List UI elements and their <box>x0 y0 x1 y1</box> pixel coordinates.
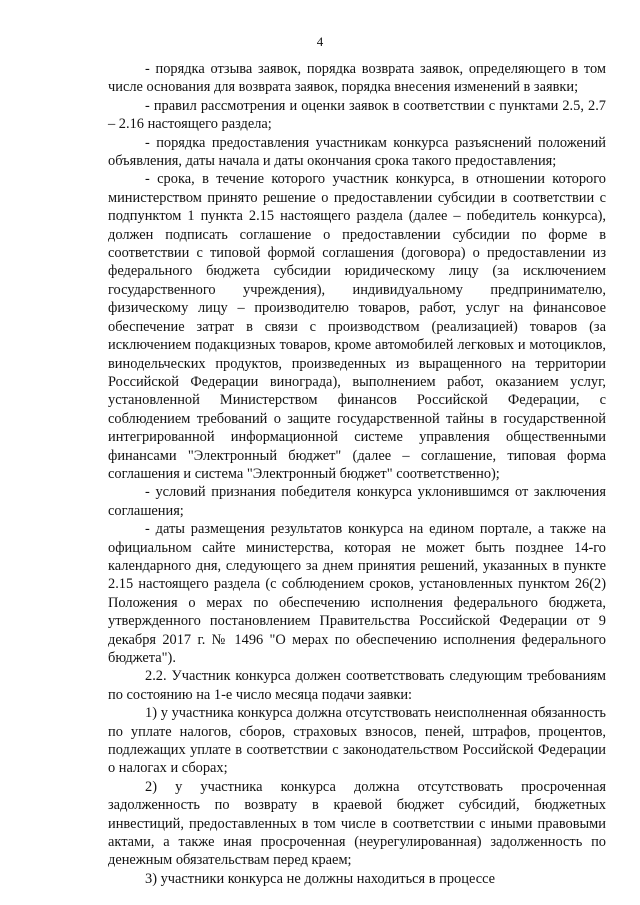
document-body <box>108 60 606 888</box>
paragraph-clarifications-order: - порядка предоставления участникам конкурса разъяснений положений объявления, даты начала и даты окончания срока такого предоставления; <box>108 134 606 170</box>
paragraph-review-rules: - правил рассмотрения и оценки заявок в соответствии с пунктами 2.5, 2.7 – 2.16 настоящего раздела; <box>108 97 606 133</box>
paragraph-evasion-conditions: - условий признания победителя конкурса уклонившимся от заключения соглашения; <box>108 484 606 519</box>
paragraph-agreement-deadline: - срока, в течение которого участник конкурса, в отношении которого министерством принято решение о предоставлении субсидии в соответствии с подпунктом 1 пункта 2.15 настоящего раздела (далее – победитель конкурса), должен подписать соглашение о предоставлении субсидии по форме в соответствии с типовой формой соглашения (договора) о предоставлении из федерального бюджета субсидии юридическому лицу (за исключением государственного учреждения), индивидуальному предпринимателю, физическому лицу – производителю товаров, работ, услуг на финансовое обеспечение затрат в связи с производством (реализацией) товаров (за исключением подакцизных товаров, кроме автомобилей легковых и мотоциклов, винодельческих продуктов, произведенных из выращенного на территории Российской Федерации винограда), выполнением работ, оказанием услуг, установленной Министерством финансов Российской Федерации, с соблюдением требований о защите государственной тайны в государственной интегрированной информационной системе управления общественными финансами "Электронный бюджет" (далее – соглашение, типовая форма соглашения и система "Электронный бюджет" соответственно); <box>108 171 606 482</box>
paragraph-withdrawal-order: - порядка отзыва заявок, порядка возврата заявок, определяющего в том числе основания для возврата заявок, порядка внесения изменений в заявки; <box>108 61 606 96</box>
paragraph-requirement-3: 3) участники конкурса не должны находиться в процессе <box>145 870 496 887</box>
page-number: 4 <box>316 34 324 49</box>
paragraph-results-publication: - даты размещения результатов конкурса на едином портале, а также на официальном сайте министерства, которая не может быть позднее 14-го календарного дня, следующего за днем принятия решений, указанных в пункте 2.15 настоящего раздела (с соблюдением сроков, установленных пунктом 26(2) Положения о мерах по обеспечению исполнения федерального бюджета, утвержденного постановлением Правительства Российской Федерации от 9 декабря 2017 г. № 1496 "О мерах по обеспечению исполнения федерального бюджета"). <box>108 521 606 666</box>
paragraph-requirement-2: 2) у участника конкурса должна отсутствовать просроченная задолженность по возврату в краевой бюджет субсидий, бюджетных инвестиций, предоставленных в том числе в соответствии с иными правовыми актами, а также иная просроченная (неурегулированная) задолженность по денежным обязательствам перед краем; <box>108 778 606 869</box>
paragraph-section-2-2: 2.2. Участник конкурса должен соответствовать следующим требованиям по состоянию на 1-е число месяца подачи заявки: <box>108 668 606 703</box>
paragraph-requirement-1: 1) у участника конкурса должна отсутствовать неисполненная обязанность по уплате налогов, сборов, страховых взносов, пеней, штрафов, процентов, подлежащих уплате в соответствии с законодательством Российской Федерации о налогах и сборах; <box>108 705 606 777</box>
